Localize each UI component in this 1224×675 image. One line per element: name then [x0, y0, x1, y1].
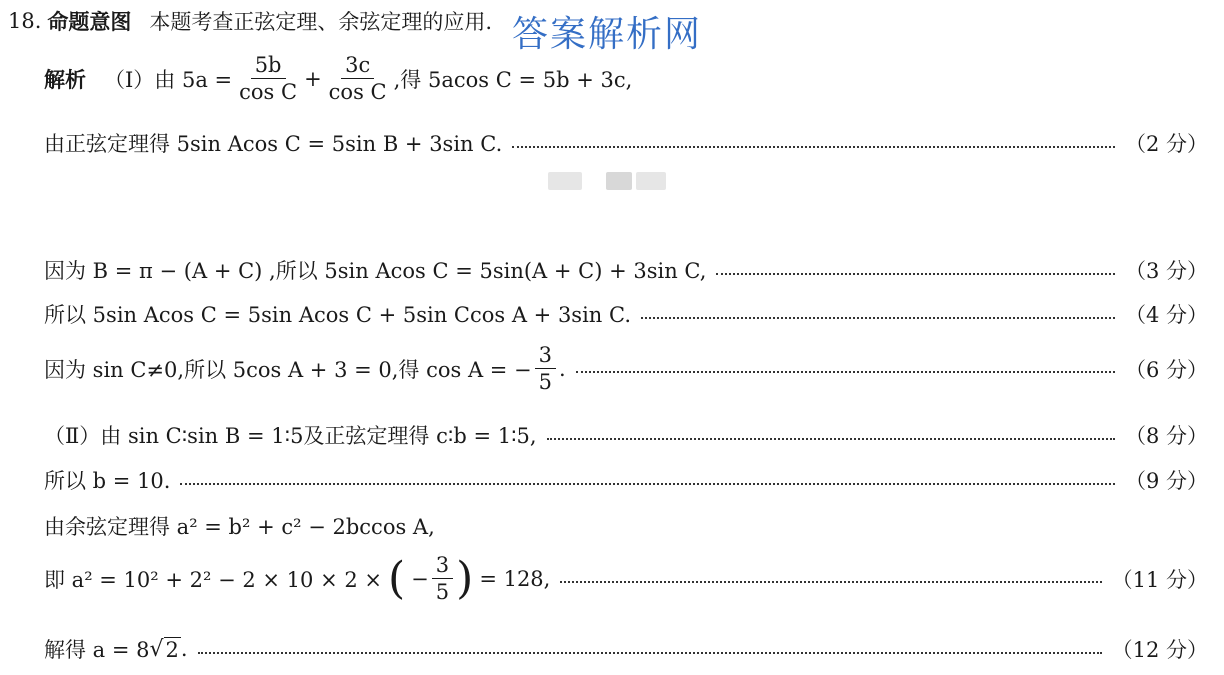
solution-line	[44, 299, 1208, 329]
score-label: （11 分）	[1111, 567, 1208, 592]
dot-leader	[576, 370, 1115, 373]
dot-leader	[547, 437, 1115, 440]
fraction-numerator: 3	[535, 344, 556, 369]
solution-line	[44, 554, 1208, 603]
fraction-denominator: cos C	[328, 80, 387, 105]
line-tail: .	[180, 637, 188, 661]
watermark: 答案解析网	[512, 14, 703, 55]
fraction-numerator: 5b	[251, 54, 286, 79]
left-paren: (	[387, 552, 406, 604]
part1-intro: （Ⅰ）由 5a =	[104, 67, 233, 92]
plus-sign: +	[304, 66, 322, 91]
line-text: 由余弦定理得 a² = b² + c² − 2bccos A,	[44, 515, 435, 539]
score-label: （8 分）	[1124, 424, 1208, 448]
dot-leader	[180, 482, 1114, 485]
fraction-3-over-5	[535, 344, 556, 393]
solution-line	[44, 420, 1208, 450]
dot-leader	[641, 316, 1115, 319]
fraction-5b-over-cosC	[235, 54, 301, 103]
line-text: （Ⅱ）由 sin C∶sin B = 1∶5及正弦定理得 c∶b = 1∶5,	[44, 424, 537, 448]
solution-line	[44, 634, 1208, 664]
fraction-denominator: cos C	[239, 80, 298, 105]
solution-line	[44, 344, 1208, 393]
blurred-region	[548, 172, 582, 190]
blurred-region	[606, 172, 632, 190]
line-text: 所以 b = 10.	[44, 469, 171, 493]
line-text: 由正弦定理得 5sin Acos C = 5sin B + 3sin C.	[44, 132, 503, 156]
minus-sign: −	[411, 566, 429, 591]
solution-part1-line	[44, 54, 1208, 103]
header-text: 本题考查正弦定理、余弦定理的应用.	[149, 10, 493, 34]
question-number: 18.	[8, 9, 42, 33]
fraction-numerator: 3c	[341, 54, 374, 79]
solution-line	[44, 511, 1208, 541]
fraction-denominator: 5	[538, 370, 553, 395]
solution-label: 解析	[44, 67, 86, 92]
dot-leader	[560, 580, 1101, 583]
right-paren: )	[456, 552, 474, 604]
fraction-3-over-5	[432, 554, 453, 603]
blurred-region	[636, 172, 666, 190]
part1-rest: ,得 5acos C = 5b + 3c,	[393, 67, 633, 92]
line-text: 解得 a = 8	[44, 638, 150, 662]
solution-line	[44, 465, 1208, 495]
score-label: （4 分）	[1124, 303, 1208, 327]
score-label: （12 分）	[1111, 638, 1208, 662]
score-label: （6 分）	[1124, 357, 1208, 382]
line-text: 即 a² = 10² + 2² − 2 × 10 × 2 ×	[44, 567, 382, 592]
solution-line	[44, 255, 1208, 285]
header-label: 命题意图	[47, 10, 132, 34]
dot-leader	[512, 145, 1115, 148]
line-text: 所以 5sin Acos C = 5sin Acos C + 5sin Ccos A + 3sin C.	[44, 303, 631, 327]
line-text: 因为 sin C≠0,所以 5cos A + 3 = 0,得 cos A = −	[44, 357, 532, 382]
score-label: （9 分）	[1124, 469, 1208, 493]
line-tail: = 128,	[479, 566, 551, 591]
question-header	[8, 6, 1208, 36]
solution-line	[44, 128, 1208, 158]
fraction-numerator: 3	[432, 554, 453, 579]
score-label: （3 分）	[1124, 259, 1208, 283]
dot-leader	[198, 651, 1102, 654]
score-label: （2 分）	[1124, 132, 1208, 156]
radical-sign: √	[149, 636, 164, 662]
square-root	[150, 637, 181, 662]
line-text: 因为 B = π − (A + C) ,所以 5sin Acos C = 5sin(A + C) + 3sin C,	[44, 259, 707, 283]
radicand: 2	[165, 637, 179, 662]
fraction-3c-over-cosC	[325, 54, 391, 103]
line-tail: .	[559, 356, 566, 381]
dot-leader	[716, 272, 1115, 275]
fraction-denominator: 5	[435, 580, 450, 605]
